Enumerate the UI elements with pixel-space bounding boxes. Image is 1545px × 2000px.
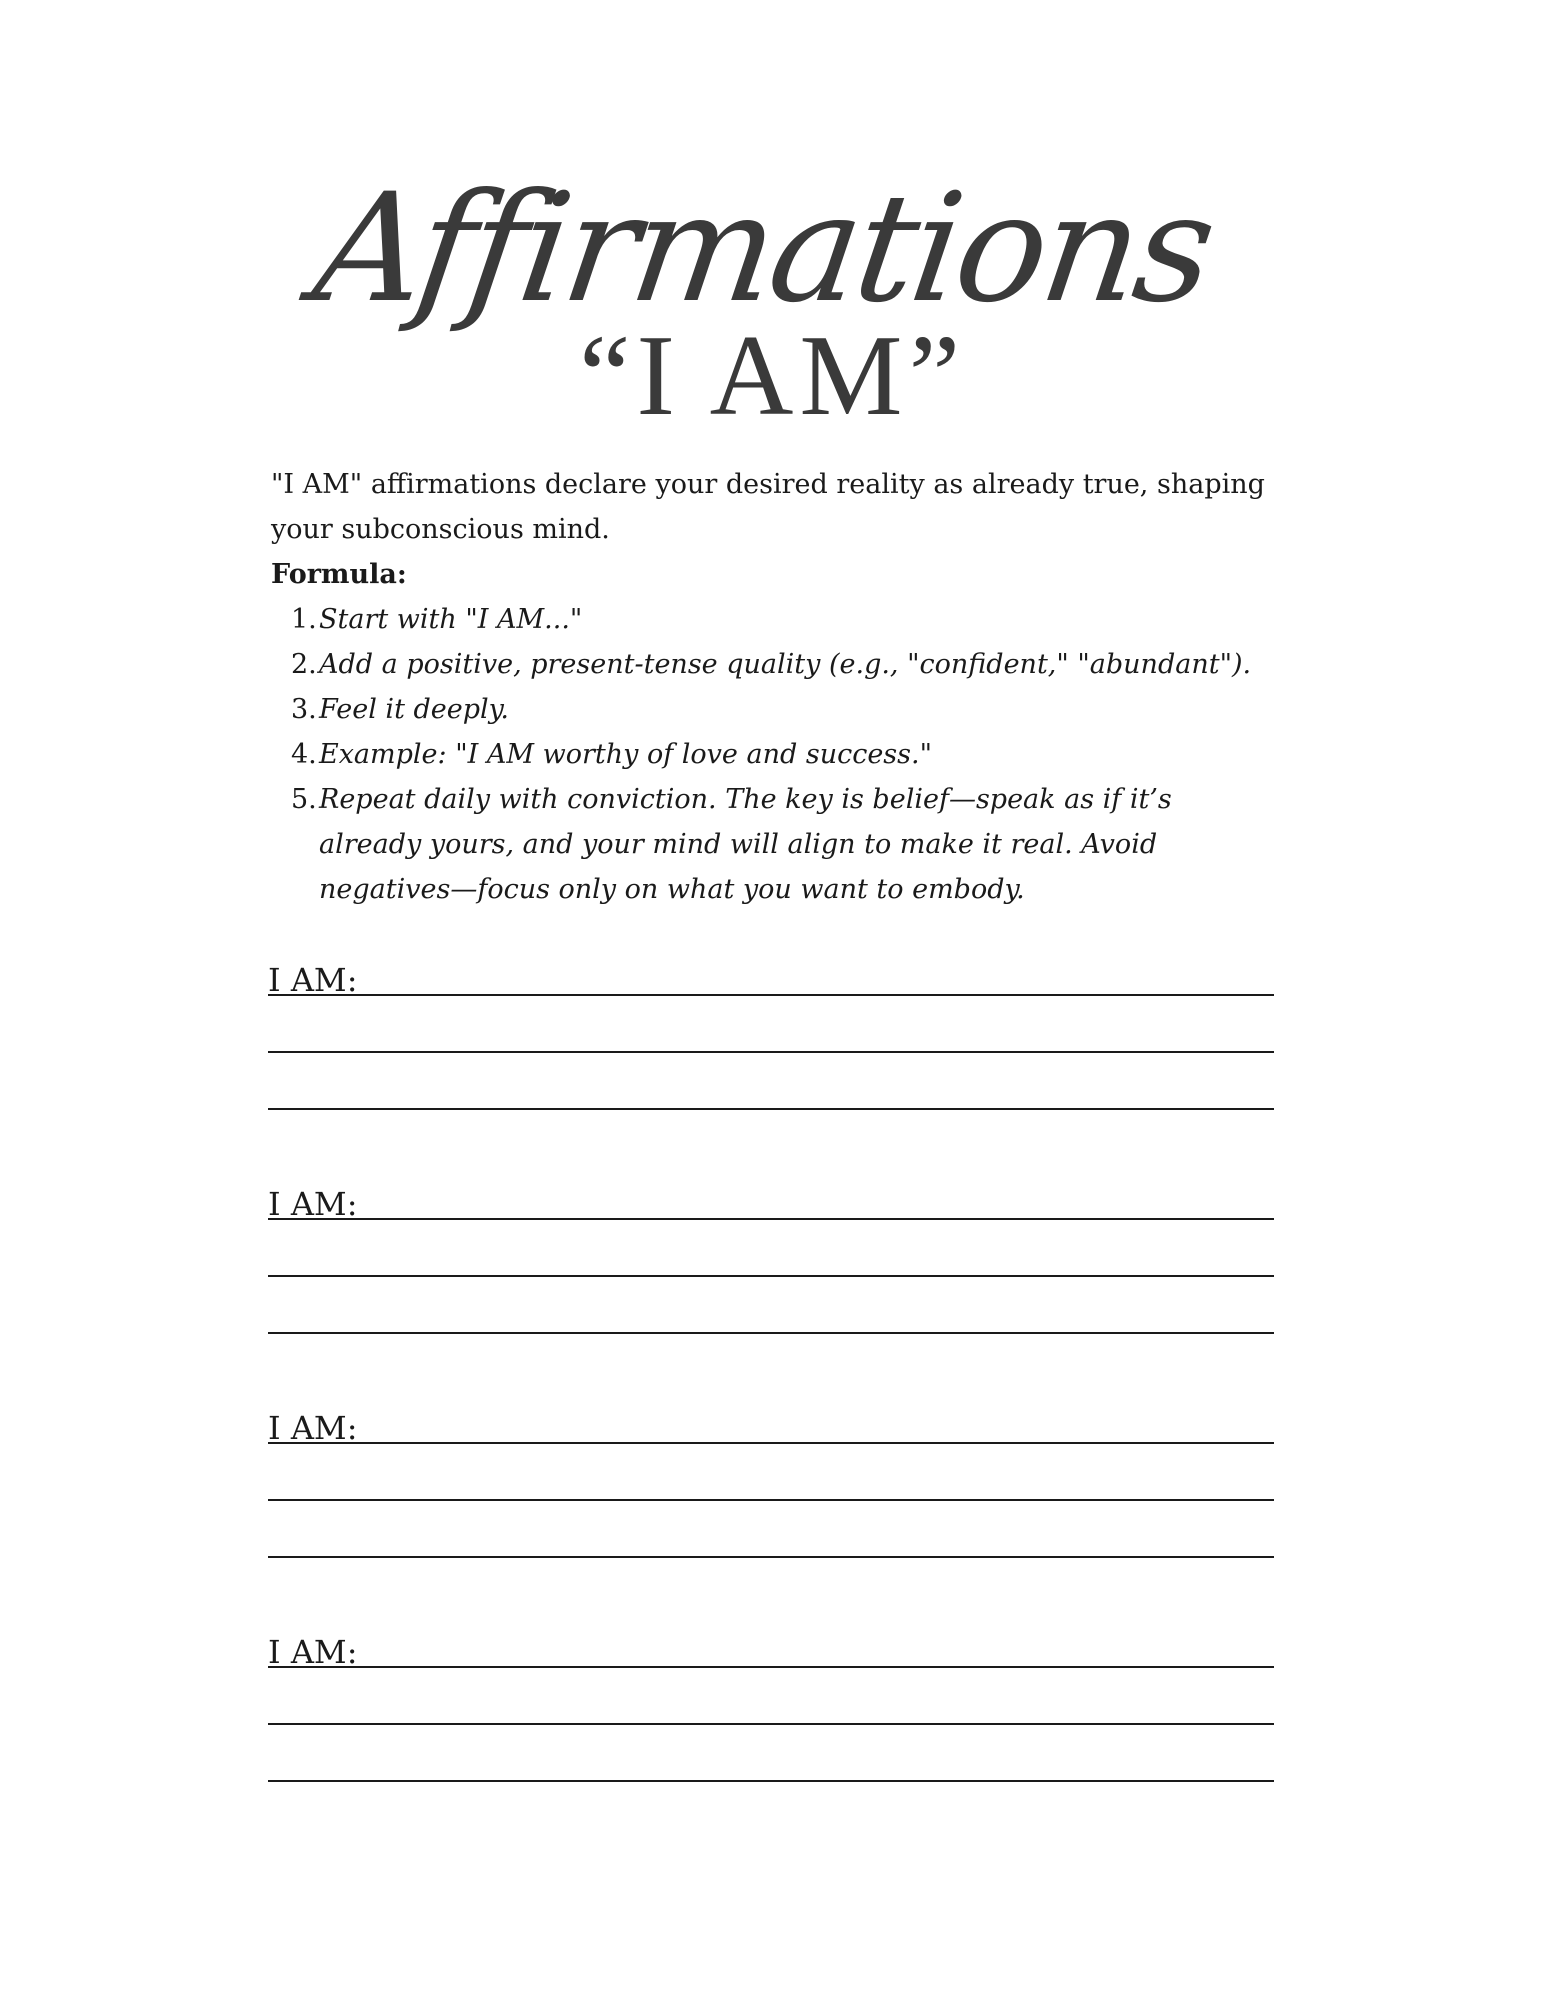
step-number: 4. <box>291 739 317 770</box>
formula-step <box>271 777 1281 912</box>
formula-step <box>271 642 1281 687</box>
writing-line[interactable] <box>268 1220 1274 1277</box>
step-text: Start with "I AM..." <box>319 604 583 635</box>
formula-step <box>271 597 1281 642</box>
iam-heading: “I AM” <box>578 312 967 440</box>
writing-line[interactable] <box>268 1501 1274 1558</box>
formula-step <box>271 687 1281 732</box>
writing-line[interactable] <box>268 1444 1274 1501</box>
step-text: Add a positive, present-tense quality (e.g., "confident," "abundant"). <box>319 649 1252 680</box>
step-number: 5. <box>291 784 317 815</box>
step-number: 3. <box>291 694 317 725</box>
writing-line[interactable] <box>268 1725 1274 1782</box>
writing-line[interactable] <box>268 1277 1274 1334</box>
intro-text: "I AM" affirmations declare your desired reality as already true, shaping your subconscious mind. <box>271 469 1265 545</box>
step-text: Repeat daily with conviction. The key is belief—speak as if it’s already yours, and your mind will align to make it real. Avoid negatives—focus only on what you want to embody. <box>319 784 1172 905</box>
writing-line[interactable] <box>268 960 1274 999</box>
writing-line[interactable] <box>268 1408 1274 1447</box>
step-number: 1. <box>291 604 317 635</box>
iam-label: I AM: <box>268 1633 358 1671</box>
formula-label: Formula: <box>271 559 407 590</box>
writing-line[interactable] <box>268 1668 1274 1725</box>
affirmation-section-1 <box>268 960 1274 1110</box>
affirmation-section-4 <box>268 1632 1274 1782</box>
writing-line[interactable] <box>268 1053 1274 1110</box>
writing-line[interactable] <box>268 1632 1274 1671</box>
step-text: Feel it deeply. <box>319 694 509 725</box>
affirmation-section-2 <box>268 1184 1274 1334</box>
step-text: Example: "I AM worthy of love and success." <box>319 739 933 770</box>
iam-label: I AM: <box>268 961 358 999</box>
affirmation-section-3 <box>268 1408 1274 1558</box>
formula-list <box>271 597 1281 912</box>
script-title-text: Affirmations <box>305 160 1222 336</box>
iam-label: I AM: <box>268 1409 358 1447</box>
writing-line[interactable] <box>268 1184 1274 1223</box>
iam-label: I AM: <box>268 1185 358 1223</box>
step-number: 2. <box>291 649 317 680</box>
instructions <box>271 462 1281 912</box>
formula-step <box>271 732 1281 777</box>
writing-line[interactable] <box>268 996 1274 1053</box>
